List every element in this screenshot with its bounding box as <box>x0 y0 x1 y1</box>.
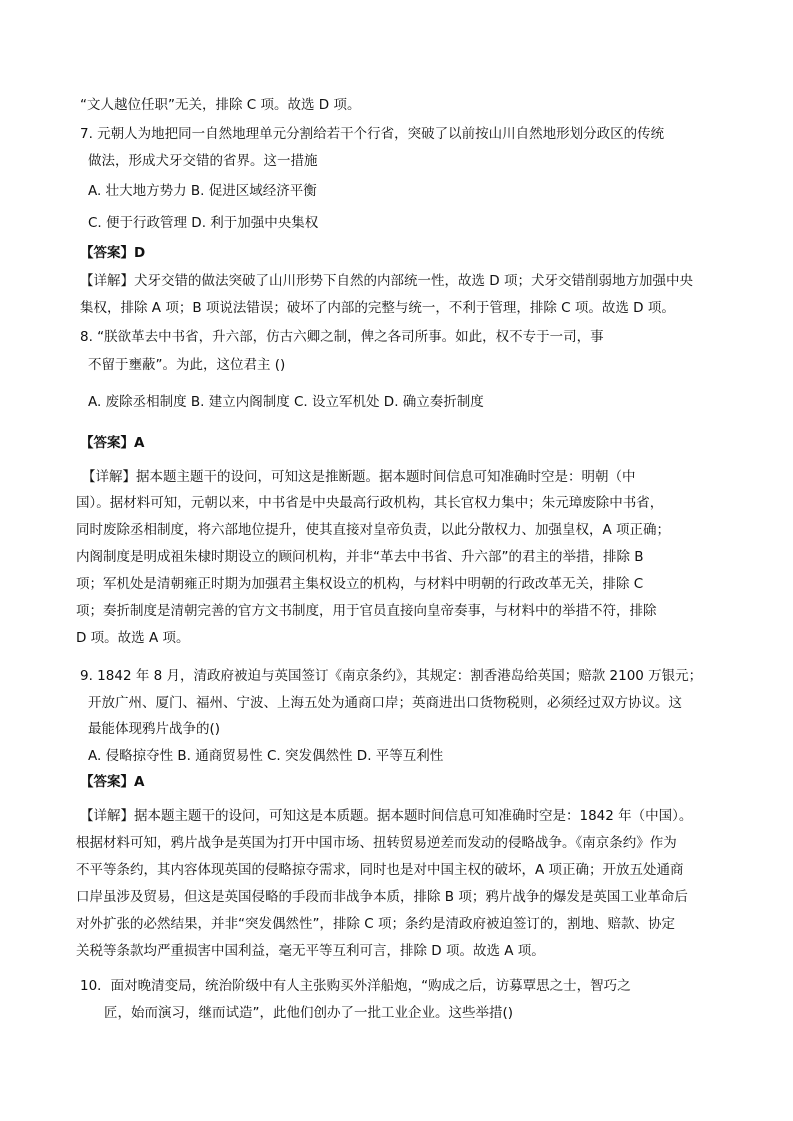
question-8-answer: 【答案】A <box>80 435 145 451</box>
question-7-answer: 【答案】D <box>80 245 146 261</box>
question-9-explanation-line-2: 根据材料可知，鸦片战争是英国为打开中国市场、扭转贸易逆差而发动的侵略战争。《南京条约》作为 <box>76 835 677 851</box>
question-10-stem-continued: 匠，始而演习，继而试造”，此他们创办了一批工业企业。这些举措() <box>104 1005 514 1021</box>
question-8-explanation-line-6: 项；奏折制度是清朝完善的官方文书制度，用于官员直接向皇帝奏事，与材料中的举措不符，排除 <box>76 603 657 619</box>
question-7-explanation-continued: 集权，排除 A 项；B 项说法错误；破坏了内部的完整与统一，不利于管理，排除 C 项。故选 D 项。 <box>80 300 675 316</box>
question-7-options-cd: C. 便于行政管理 D. 利于加强中央集权 <box>88 215 319 231</box>
question-8-explanation-line-4: 内阁制度是明成祖朱棣时期设立的顾问机构，并非“革去中书省、升六部”的君主的举措，排除 B <box>76 549 644 565</box>
question-9-explanation: 【详解】据本题主题干的设问，可知这是本质题。据本题时间信息可知准确时空是：1842 年（中国）。 <box>80 808 693 824</box>
question-8-explanation-line-7: D 项。故选 A 项。 <box>76 630 190 646</box>
question-9-explanation-line-6: 关税等条款均严重损害中国利益，毫无平等互利可言，排除 D 项。故选 A 项。 <box>76 943 545 959</box>
question-7-explanation: 【详解】犬牙交错的做法突破了山川形势下自然的内部统一性，故选 D 项；犬牙交错削弱地方加强中央 <box>80 273 693 289</box>
question-8-options: A. 废除丞相制度 B. 建立内阁制度 C. 设立军机处 D. 确立奏折制度 <box>88 394 484 410</box>
question-10-stem: 10．面对晚清变局，统治阶级中有人主张购买外洋船炮，“购成之后，访募覃思之士，智巧之 <box>80 978 631 994</box>
question-8-explanation: 【详解】据本题主题干的设问，可知这是推断题。据本题时间信息可知准确时空是：明朝（中 <box>82 469 636 485</box>
question-9-stem: 9. 1842 年 8 月，清政府被迫与英国签订《南京条约》，其规定：割香港岛给英国；赔款 2100 万银元； <box>80 668 703 684</box>
question-8-explanation-line-2: 国）。据材料可知，元朝以来，中书省是中央最高行政机构，其长官权力集中；朱元璋废除中书省， <box>76 495 664 511</box>
question-8-stem: 8. “朕欲革去中书省，升六部，仿古六卿之制，俾之各司所事。如此，权不专于一司，事 <box>80 329 604 345</box>
question-9-explanation-line-5: 对外扩张的必然结果，并非“突发偶然性”，排除 C 项；条约是清政府被迫签订的，割地、赔款、协定 <box>76 916 675 932</box>
question-9-stem-line-3: 最能体现鸦片战争的() <box>88 721 221 737</box>
question-7-stem-continued: 做法，形成犬牙交错的省界。这一措施 <box>88 153 318 169</box>
question-8-explanation-line-3: 同时废除丞相制度，将六部地位提升，使其直接对皇帝负责，以此分散权力、加强皇权，A 项正确； <box>76 522 671 538</box>
question-9-explanation-line-3: 不平等条约，其内容体现英国的侵略掠夺需求，同时也是对中国主权的破坏，A 项正确；开放五处通商 <box>76 862 684 878</box>
question-8-explanation-line-5: 项；军机处是清朝雍正时期为加强君主集权设立的机构，与材料中明朝的行政改革无关，排除 C <box>76 576 644 592</box>
question-9-answer: 【答案】A <box>80 774 145 790</box>
question-7-options-ab: A. 壮大地方势力 B. 促进区域经济平衡 <box>88 183 317 199</box>
question-9-explanation-line-4: 口岸虽涉及贸易，但这是英国侵略的手段而非战争本质，排除 B 项；鸦片战争的爆发是英国工业革命后 <box>76 889 688 905</box>
question-7-stem: 7. 元朝人为地把同一自然地理单元分割给若干个行省，突破了以前按山川自然地形划分政区的传统 <box>80 126 665 142</box>
question-9-stem-line-2: 开放广州、厦门、福州、宁波、上海五处为通商口岸；英商进出口货物税则，必须经过双方协议。这 <box>88 695 682 711</box>
question-9-options: A. 侵略掠夺性 B. 通商贸易性 C. 突发偶然性 D. 平等互利性 <box>88 748 444 764</box>
question-8-stem-continued: 不留于壅蔽”。为此，这位君主 () <box>88 357 286 373</box>
text-line: “文人越位任职”无关，排除 C 项。故选 D 项。 <box>80 97 361 113</box>
